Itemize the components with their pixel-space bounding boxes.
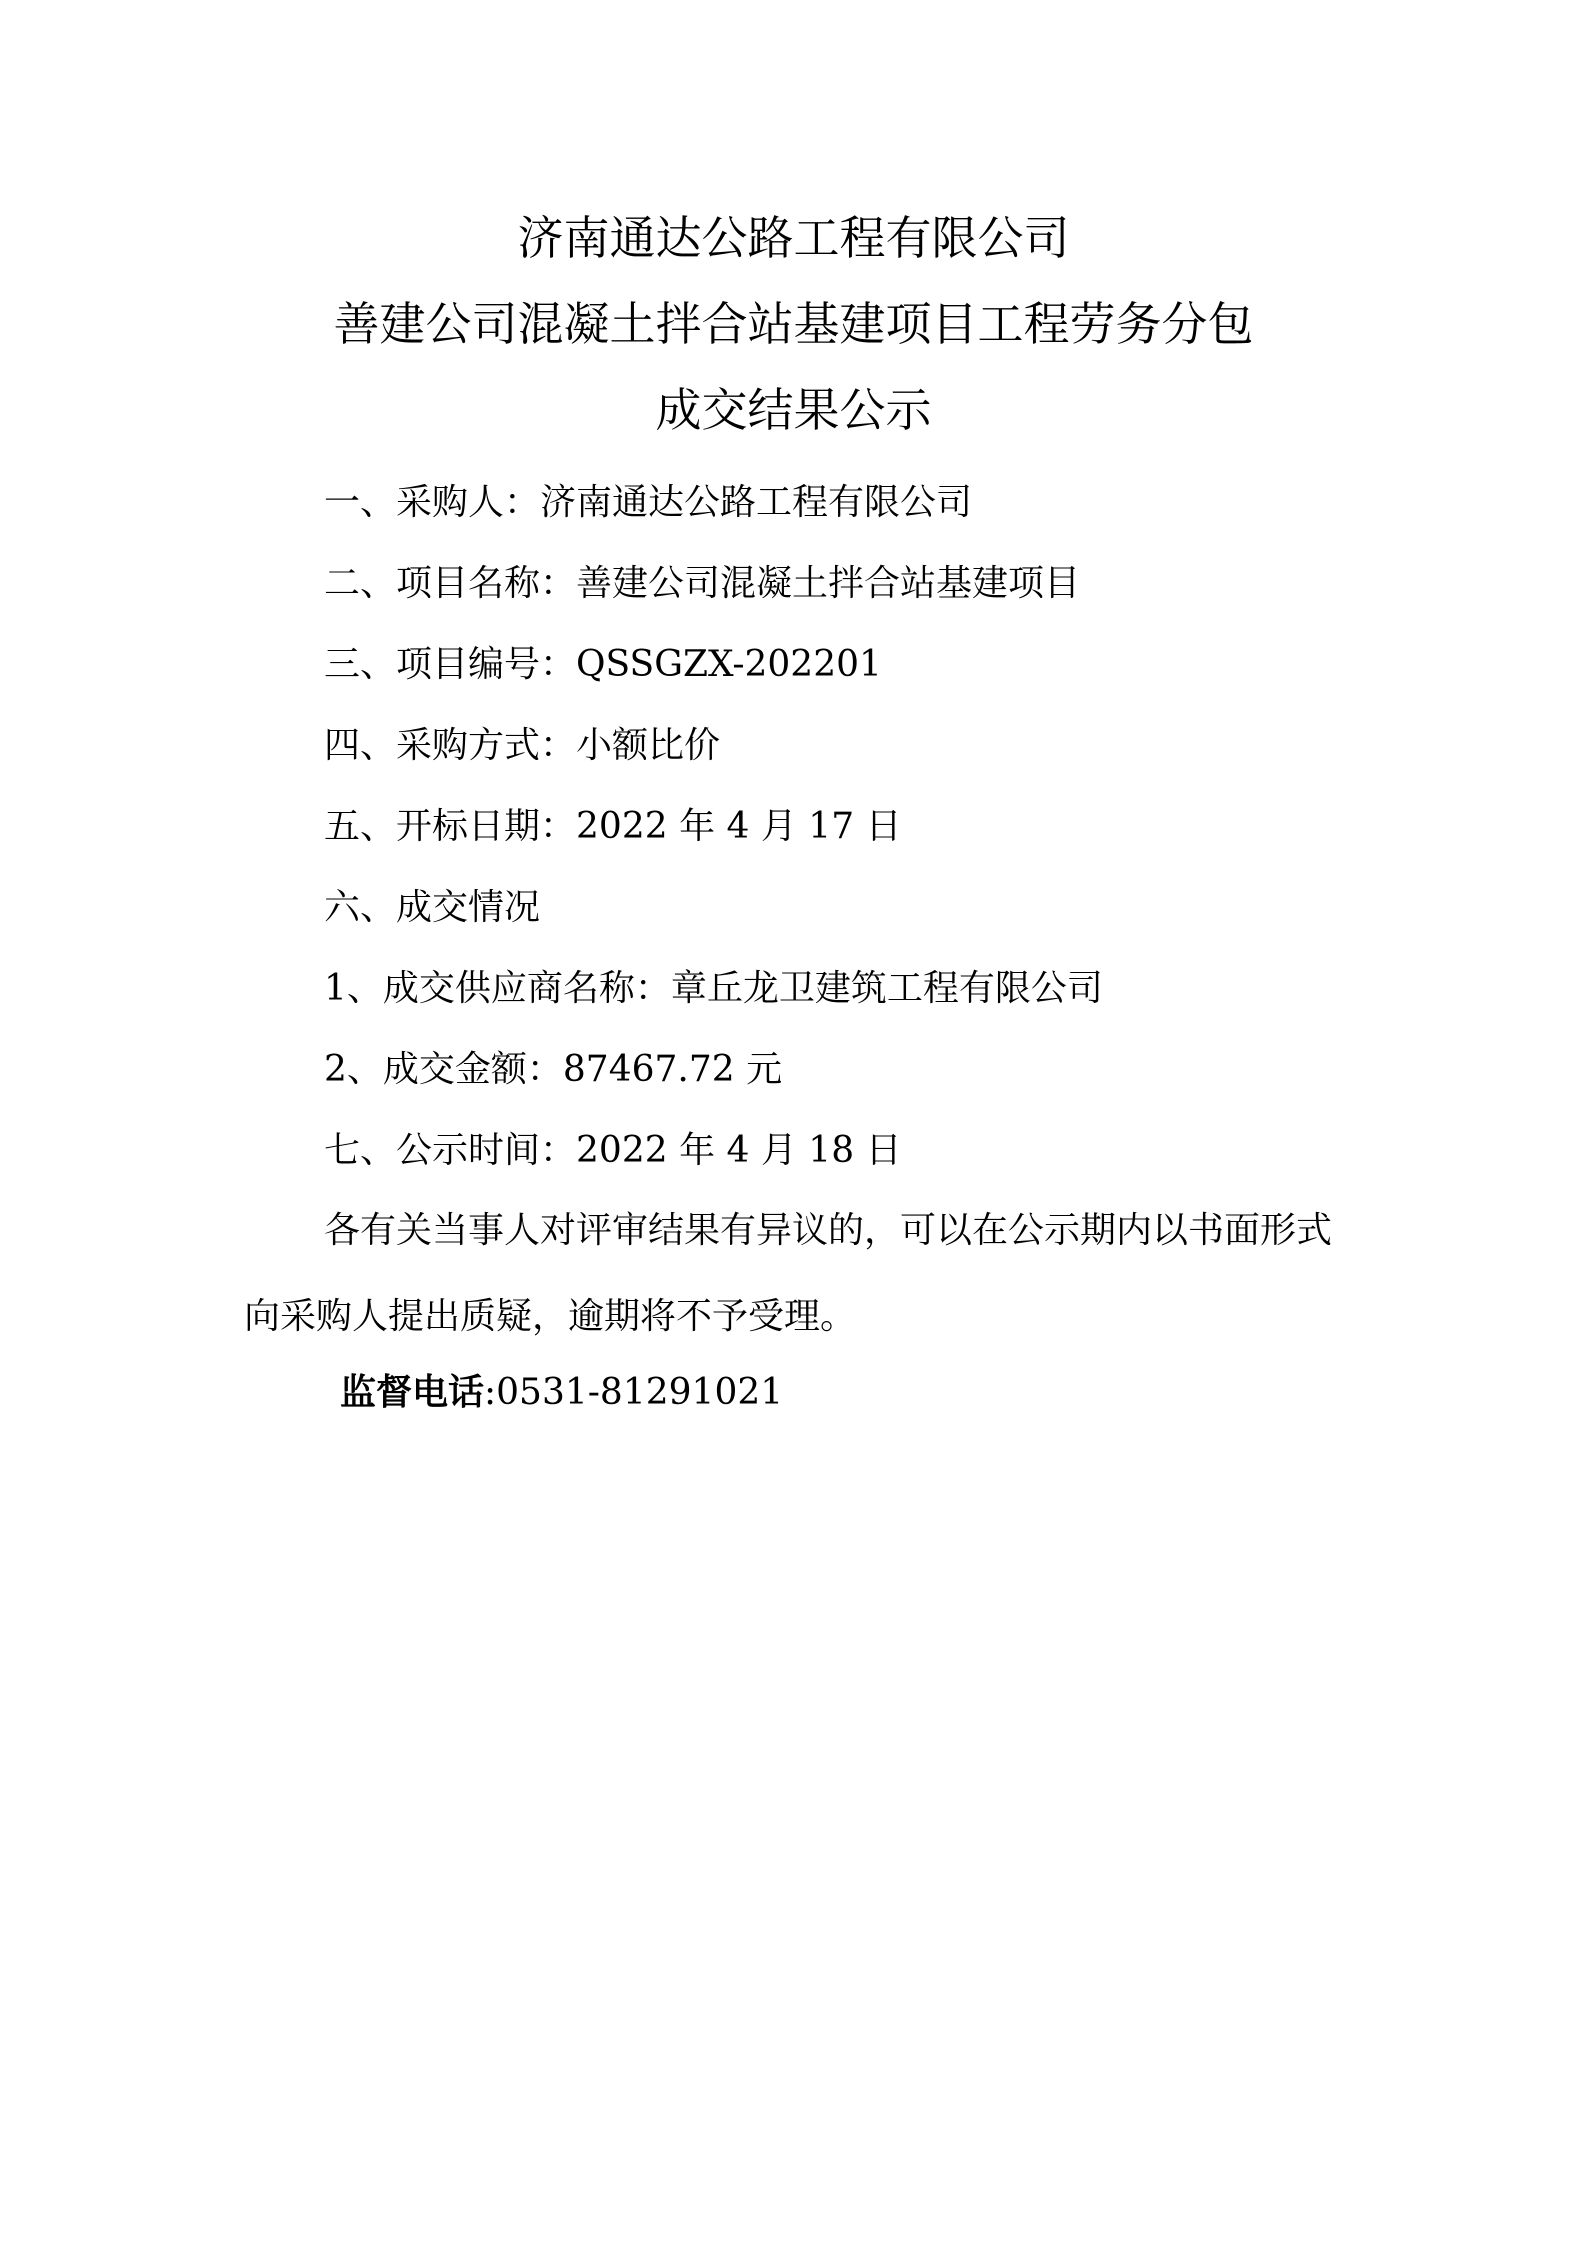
supplier-row: [324, 948, 1364, 1029]
title-company: 济南通达公路工程有限公司: [517, 211, 1070, 265]
supervision-phone: [340, 1352, 783, 1433]
publicity-time-value: 2022 年 4 月 18 日: [576, 1130, 902, 1171]
bid-opening-date-value: 2022 年 4 月 17 日: [576, 806, 902, 847]
project-name-row: [324, 543, 1364, 624]
supplier-label: 1、成交供应商名称：: [324, 968, 671, 1009]
objection-notice: 各有关当事人对评审结果有异议的，可以在公示期内以书面形式向采购人提出质疑，逾期将不予受理。: [244, 1210, 1333, 1337]
project-name-label: 二、项目名称：: [324, 563, 577, 604]
supervision-phone-number: :0531-81291021: [484, 1372, 784, 1413]
deal-status-heading: 六、成交情况: [324, 887, 541, 928]
deal-status-row: [324, 867, 1364, 948]
amount-value: 87467.72 元: [562, 1049, 783, 1090]
title-announcement: 成交结果公示: [655, 383, 932, 437]
supplier-value: 章丘龙卫建筑工程有限公司: [670, 968, 1103, 1009]
amount-row: [324, 1029, 1364, 1110]
title-project: 善建公司混凝土拌合站基建项目工程劳务分包: [333, 297, 1254, 351]
project-name-value: 善建公司混凝土拌合站基建项目: [576, 563, 1081, 604]
bid-opening-date-label: 五、开标日期：: [324, 806, 577, 847]
purchaser-value: 济南通达公路工程有限公司: [540, 482, 973, 523]
bid-opening-date-row: [324, 786, 1364, 867]
purchaser-row: [324, 462, 1364, 543]
amount-label: 2、成交金额：: [324, 1049, 563, 1090]
project-number-label: 三、项目编号：: [324, 644, 577, 685]
project-number-row: [324, 624, 1364, 705]
procurement-method-label: 四、采购方式：: [324, 725, 577, 766]
supervision-phone-label: 监督电话: [340, 1372, 485, 1413]
purchaser-label: 一、采购人：: [324, 482, 541, 523]
project-number-value: QSSGZX-202201: [576, 644, 882, 685]
procurement-method-row: [324, 705, 1364, 786]
announcement-body: [324, 462, 1364, 1191]
procurement-method-value: 小额比价: [576, 725, 721, 766]
document-title: [0, 195, 1587, 453]
publicity-time-row: [324, 1110, 1364, 1191]
publicity-time-label: 七、公示时间：: [324, 1130, 577, 1171]
